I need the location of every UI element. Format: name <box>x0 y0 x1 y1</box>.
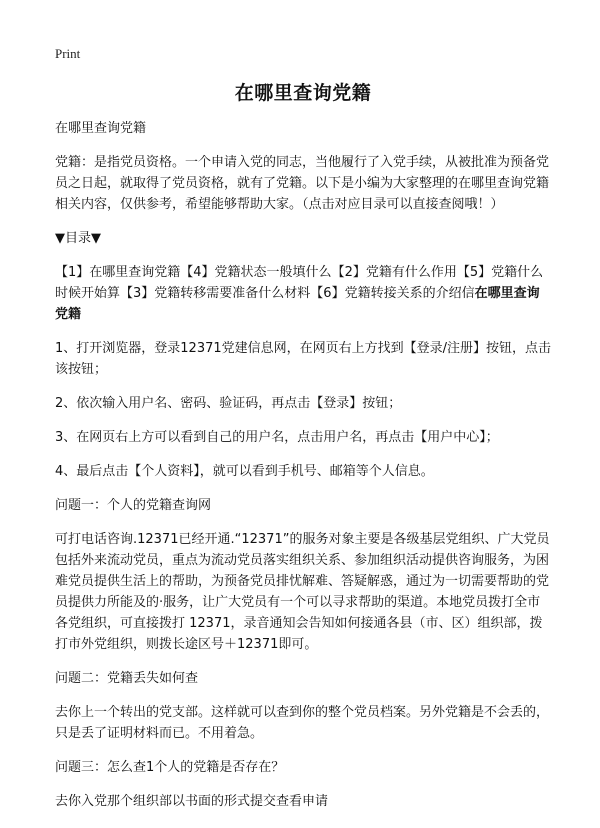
article-body <box>55 118 551 825</box>
toc-heading: ▼目录▼ <box>55 231 101 246</box>
toc-item-3[interactable]: 【3】党籍转移需要准备什么材料 <box>120 286 311 301</box>
step-2: 2、依次输入用户名、密码、验证码，再点击【登录】按钮； <box>55 396 402 411</box>
toc-item-1[interactable]: 【1】在哪里查询党籍 <box>55 265 181 280</box>
question-3-title: 问题三：怎么查1个人的党籍是否存在？ <box>55 760 285 775</box>
intro-paragraph: 党籍：是指党员资格。一个申请入党的同志，当他履行了入党手续，从被批准为预备党员之日起，就取得了党员资格，就有了党籍。以下是小编为大家整理的在哪里查询党籍相关内容，仅供参考，希望能够帮助大家。（点击对应目录可以直接查阅哦！） <box>55 155 550 212</box>
step-1: 1、打开浏览器，登录12371党建信息网，在网页右上方找到【登录/注册】按钮，点击该按钮； <box>55 341 552 377</box>
toc-item-4[interactable]: 【4】党籍状态一般填什么 <box>180 265 332 280</box>
toc-item-2[interactable]: 【2】党籍有什么作用 <box>331 265 457 280</box>
print-label: Print <box>55 46 81 61</box>
section-title: 在哪里查询党籍 <box>55 286 540 322</box>
question-3-answer: 去你入党那个组织部以书面的形式提交查看申请 <box>55 794 329 809</box>
question-2-answer: 去你上一个转出的党支部。这样就可以查到你的整个党员档案。另外党籍是不会丢的，只是丢了证明材料而已。不用着急。 <box>55 705 550 741</box>
article-subtitle: 在哪里查询党籍 <box>55 121 147 136</box>
toc-item-5[interactable]: 【5】党籍什么时候开始算 <box>55 265 544 301</box>
question-1-answer: 可打电话咨询.12371已经开通.“12371”的服务对象主要是各级基层党组织、广大党员包括外来流动党员，重点为流动党员落实组织关系、参加组织活动提供咨询服务，为困难党员提供生活上的帮助，为预备党员排忧解难、答疑解惑，通过为一切需要帮助的党员提供力所能及的·服务，让广大党员有一个可以寻求帮助的渠道。本地党员拨打全市各党组织，可直接拨打 12371，录音通知会告知如何接通各县（市、区）组织部，拨打市外党组织，则拨长途区号＋12371即可。 <box>55 532 550 652</box>
question-1-title: 问题一：个人的党籍查询网 <box>55 498 212 513</box>
step-4: 4、最后点击【个人资料】，就可以看到手机号、邮箱等个人信息。 <box>55 464 434 479</box>
toc-item-6[interactable]: 【6】党籍转接关系的介绍信 <box>310 286 475 301</box>
toc-list <box>55 262 551 325</box>
step-3: 3、在网页右上方可以看到自己的用户名，点击用户名，再点击【用户中心】； <box>55 430 499 445</box>
page-title: 在哪里查询党籍 <box>234 82 372 104</box>
question-2-title: 问题二：党籍丢失如何查 <box>55 671 199 686</box>
